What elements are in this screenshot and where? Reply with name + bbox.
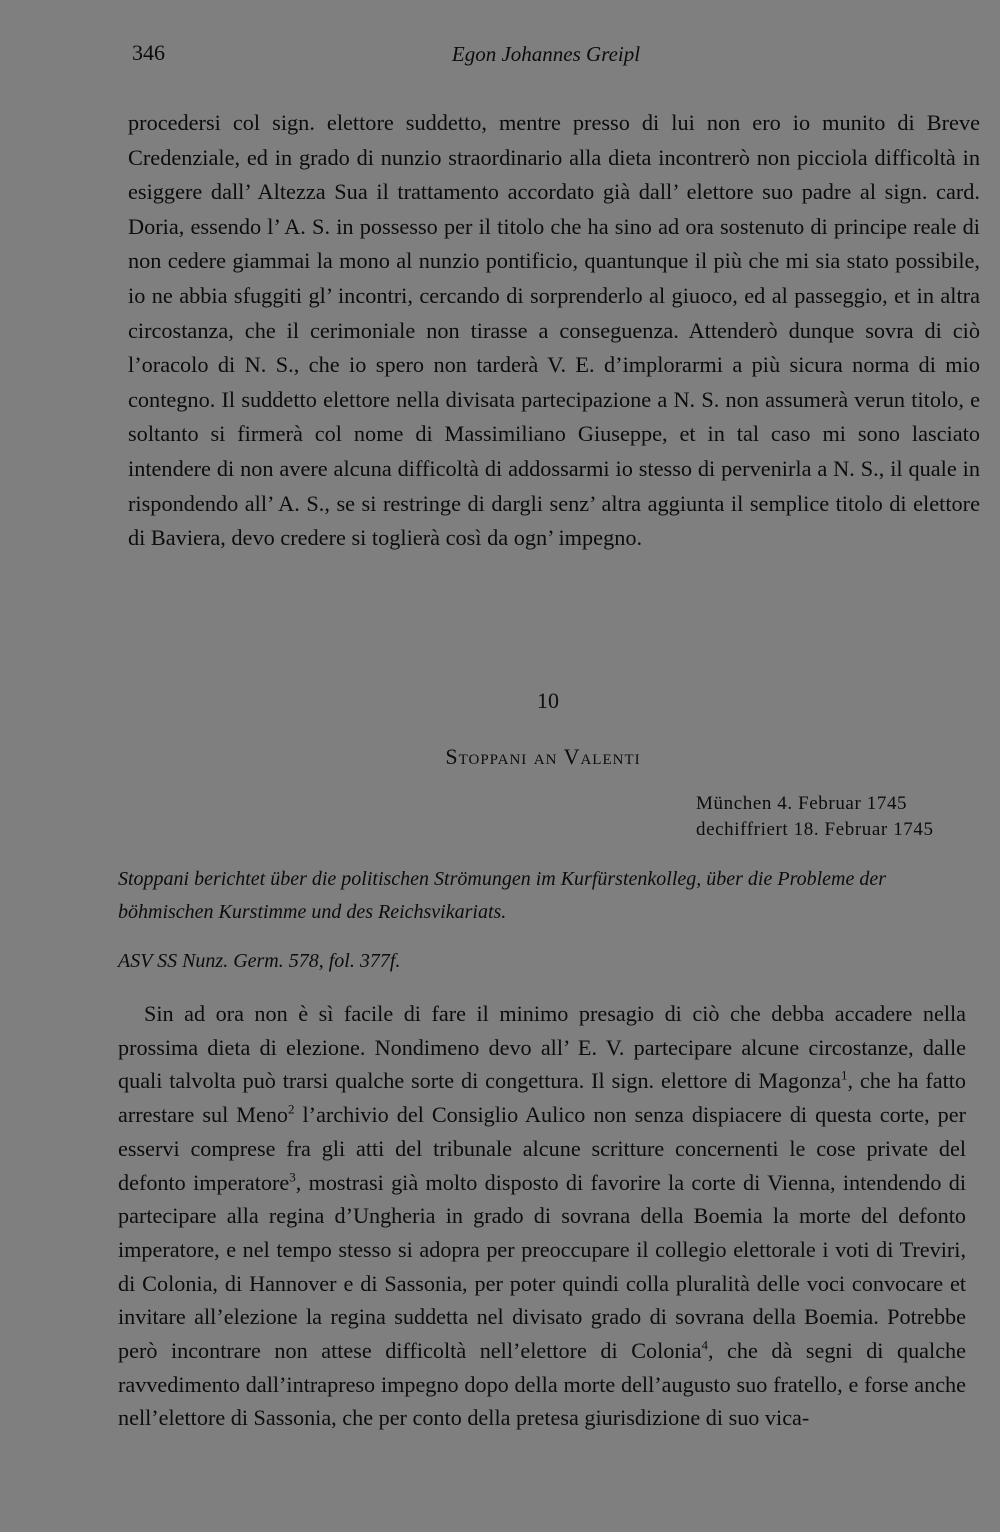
continued-letter-text [128, 106, 980, 556]
continued-paragraph: procedersi col sign. elettore suddetto, mentre presso di lui non ero io munito di Breve Credenziale, ed in grado di nunzio straordinario alla dieta incontrerò non picciola difficoltà in esiggere dall’ Altezza Sua il trattamento accordato già dall’ elettore suo padre al sign. card. Doria, essendo l’ A. S. in possesso per il titolo che ha sino ad ora sostenuto di principe reale di non cedere giammai la mono al nunzio pontificio, quantunque il più che mi sia stato possibile, io ne abbia sfuggiti gl’ incontri, cercando di sorprenderlo al giuoco, ed al passeggio, et in altra circostanza, che il cerimoniale non tirasse a conseguenza. Attenderò dunque sovra di ciò l’oracolo di N. S., che io spero non tarderà V. E. d’implorarmi a più sicura norma di mio contegno. Il suddetto elettore nella divisata partecipazione a N. S. non assumerà verun titolo, e soltanto si firmerà col nome di Massimiliano Giuseppe, et in tal caso mi sono lasciato intendere di non avere alcuna difficoltà di addossarmi io stesso di pervenirla a N. S., il quale in rispondendo all’ A. S., se si restringe di dargli senz’ altra aggiunta il semplice titolo di elettore di Baviera, devo credere si toglierà così da ogn’ impegno. [128, 110, 980, 551]
body-text-segment: l’archivio del Consiglio Aulico non senza dispiacere di questa corte, per esservi comprese fra gli atti del tribunale alcune scritture concernenti le cose private del defonto imperatore [118, 1102, 966, 1195]
place-date: München 4. Februar 1745 [696, 793, 908, 814]
deciphered-date: dechiffriert 18. Februar 1745 [696, 819, 934, 840]
document-title: Stoppani an Valenti [445, 744, 641, 769]
footnote-ref-3[interactable]: 3 [289, 1169, 296, 1185]
body-paragraph [118, 997, 966, 1435]
footnote-ref-4[interactable]: 4 [701, 1337, 708, 1353]
page-number: 346 [132, 40, 165, 65]
dateline [696, 791, 976, 843]
body-text-segment: , che dà segni di qualche ravvedimento dall’intrapreso impegno dopo della morte dell’augusto suo fratello, e forse anche nell’elettore di Sassonia, che per conto della pretesa giurisdizione di suo vica- [118, 1338, 966, 1431]
document-number: 10 [537, 688, 559, 713]
body-text-segment: , che ha fatto arrestare sul Meno [118, 1068, 966, 1128]
document-summary: Stoppani berichtet über die politischen Strömungen im Kurfürstenkolleg, über die Probleme der böhmischen Kurstimme und des Reichsvikariats. [118, 868, 887, 923]
footnote-ref-1[interactable]: 1 [841, 1068, 848, 1084]
body-text-segment: , mostrasi già molto disposto di favorire la corte di Vienna, intendendo di partecipare alla regina d’Ungheria in grado di sovrana della Boemia la morte del defonto imperatore, e nel tempo stesso si adopra per preoccupare il collegio elettorale i voti di Treviri, di Colonia, di Hannover e di Sassonia, per poter quindi colla pluralità delle voci convocare et invitare all’elezione la regina suddetta nel divisato grado di sovrana della Boemia. Potrebbe però incontrare non attese difficoltà nell’elettore di Colonia [118, 1169, 966, 1364]
body-text-segment: Sin ad ora non è sì facile di fare il minimo presagio di ciò che debba accadere nella prossima dieta di elezione. Nondimeno devo all’ E. V. partecipare alcune circostanze, dalle quali talvolta può trarsi qualche sorte di congettura. Il sign. elettore di Magonza [118, 1001, 966, 1094]
running-head: Egon Johannes Greipl [451, 42, 641, 66]
page-header [126, 40, 966, 74]
footnote-ref-2[interactable]: 2 [288, 1101, 295, 1117]
letter-body [118, 997, 966, 1435]
archival-source: ASV SS Nunz. Germ. 578, fol. 377f. [118, 950, 401, 972]
